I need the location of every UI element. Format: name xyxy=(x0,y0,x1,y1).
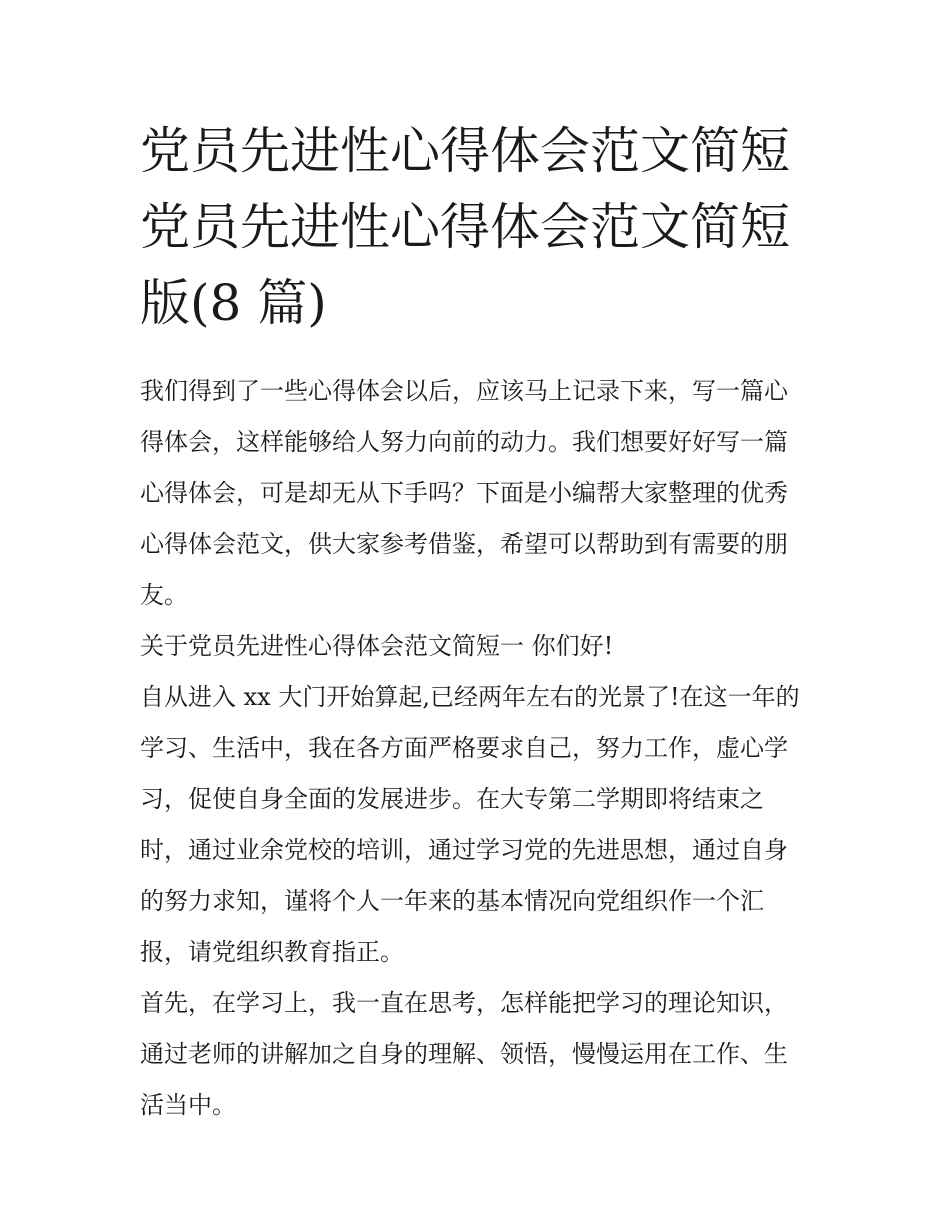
intro-paragraph xyxy=(140,366,812,621)
document-page xyxy=(140,113,812,1131)
document-title xyxy=(140,113,812,341)
text-line: 我们得到了一些心得体会以后，应该马上记录下来，写一篇心 xyxy=(140,377,788,405)
title-line: 党员先进性心得体会范文简短 xyxy=(140,198,790,256)
text-line: 报，请党组织教育指正。 xyxy=(140,938,404,966)
text-line: 友。 xyxy=(140,581,188,609)
text-line: 得体会，这样能够给人努力向前的动力。我们想要好好写一篇 xyxy=(140,428,788,456)
body-paragraph xyxy=(140,672,812,978)
title-line: 党员先进性心得体会范文简短 xyxy=(140,122,790,180)
document-body xyxy=(140,366,812,1131)
text-line: 习，促使自身全面的发展进步。在大专第二学期即将结束之 xyxy=(140,785,764,813)
title-line: 版(8 篇) xyxy=(140,274,327,332)
text-line: 的努力求知，谨将个人一年来的基本情况向党组织作一个汇 xyxy=(140,887,764,915)
text-line: 心得体会范文，供大家参考借鉴，希望可以帮助到有需要的朋 xyxy=(140,530,788,558)
text-line: 通过老师的讲解加之自身的理解、领悟，慢慢运用在工作、生 xyxy=(140,1040,788,1068)
section-heading-paragraph xyxy=(140,621,812,672)
text-line: 心得体会，可是却无从下手吗？下面是小编帮大家整理的优秀 xyxy=(140,479,788,507)
text-line: 时，通过业余党校的培训，通过学习党的先进思想，通过自身 xyxy=(140,836,788,864)
text-line: 自从进入 xx 大门开始算起,已经两年左右的光景了!在这一年的 xyxy=(140,683,800,711)
text-line: 学习、生活中，我在各方面严格要求自己，努力工作，虚心学 xyxy=(140,734,788,762)
text-line: 首先，在学习上，我一直在思考，怎样能把学习的理论知识， xyxy=(140,989,788,1017)
body-paragraph xyxy=(140,978,812,1131)
text-line: 关于党员先进性心得体会范文简短一 你们好! xyxy=(140,632,614,660)
text-line: 活当中。 xyxy=(140,1091,236,1119)
